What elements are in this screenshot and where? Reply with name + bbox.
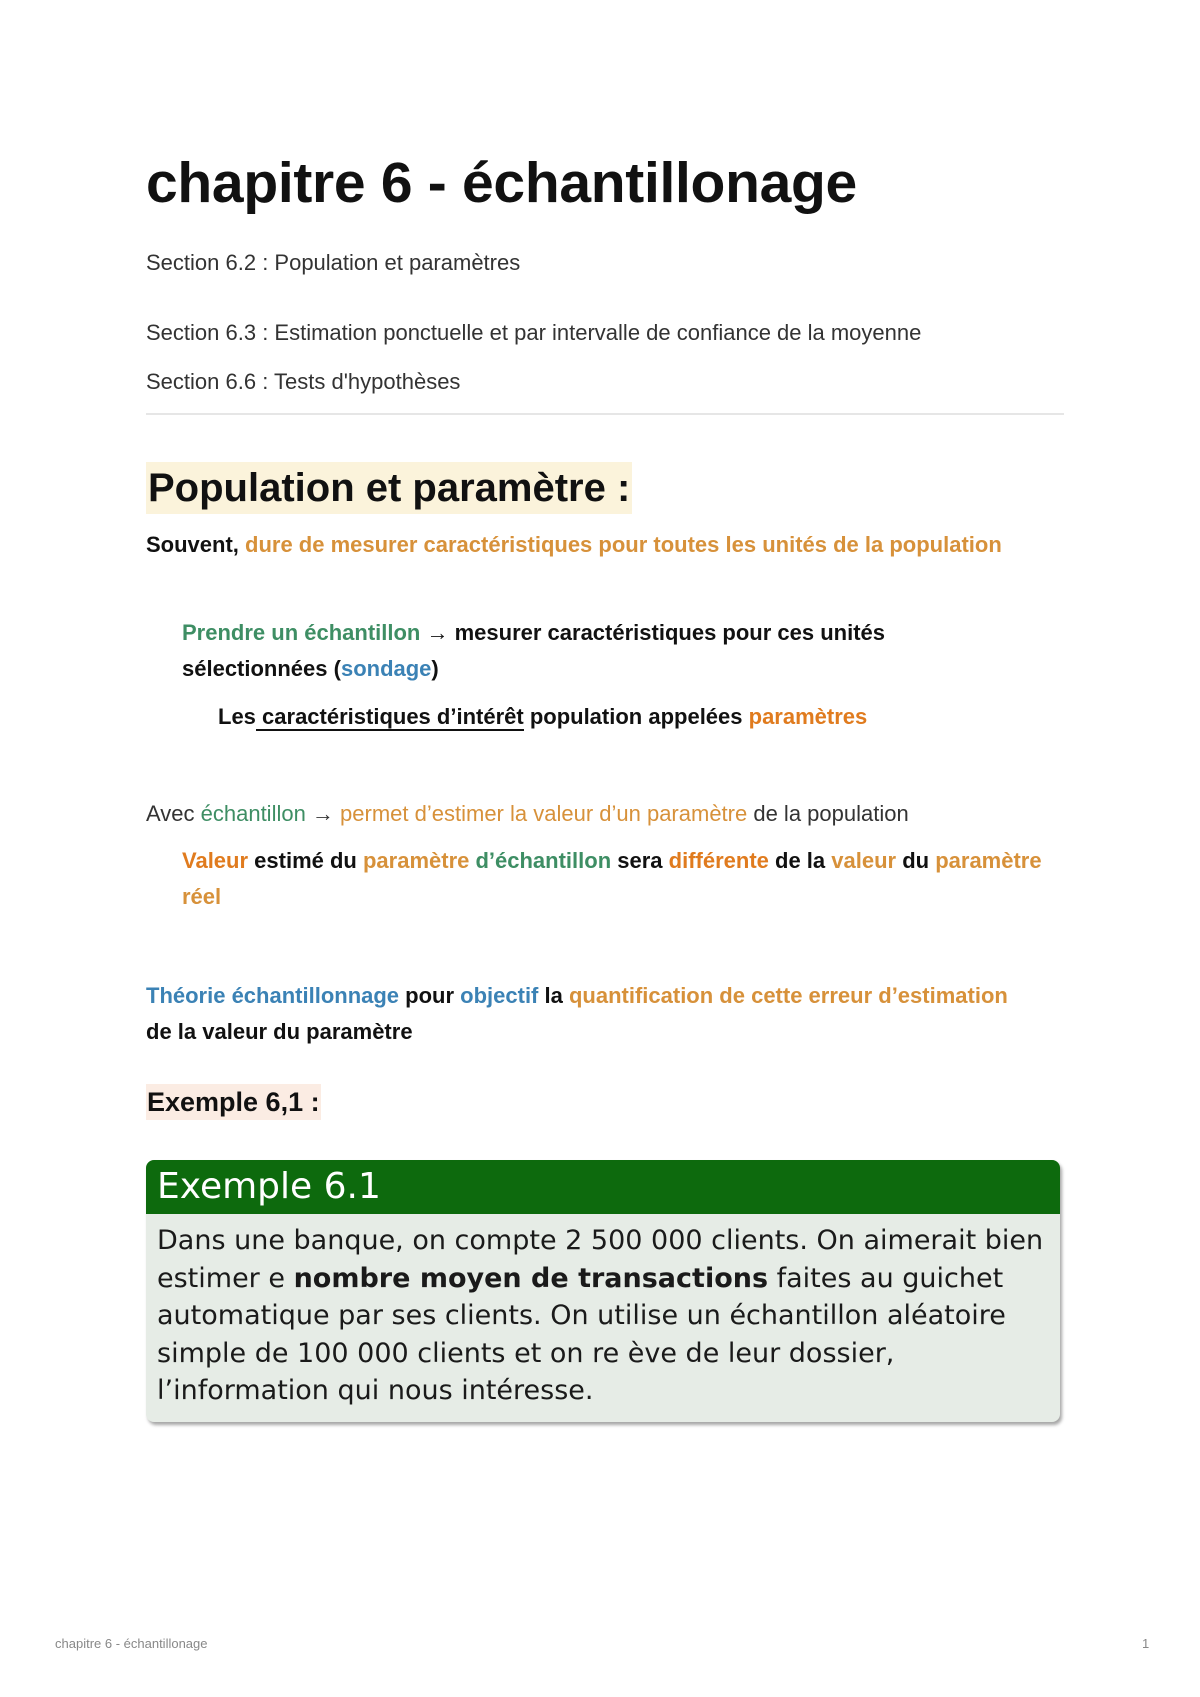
text-valeur: Valeur [182,848,249,873]
text-de-la-population: de la population [747,801,909,826]
paragraph-avec-echantillon [146,796,909,832]
example-heading: Exemple 6,1 : [146,1084,321,1120]
text-arrow: → [305,801,341,826]
text-theorie-echantillonnage: Théorie échantillonnage [146,983,400,1008]
page-number: 1 [1142,1636,1150,1651]
text-sondage: sondage [340,656,432,681]
text-differente: différente [668,848,769,873]
text-de-la-valeur: de la valeur du paramètre [146,1019,413,1044]
text-objectif: objectif [460,983,539,1008]
text-caracteristiques-interet: caractéristiques d’intérêt [255,704,524,729]
example-block [146,1160,1060,1422]
text-du: du [896,848,936,873]
toc-item-6-2: Section 6.2 : Population et paramètres [146,250,521,275]
text-dure-de-mesurer: dure de mesurer caractéristiques pour toutes les unités de la population [245,532,1002,557]
text-de-la: de la [768,848,832,873]
paragraph-theorie [146,978,1026,1050]
example-text-bold: nombre moyen de transactions [293,1262,769,1294]
example-text-a: Dans une banque, on compte 2 500 000 clients. On aimerait bien estimer e [157,1225,1044,1294]
text-souvent: Souvent, [146,532,246,557]
paragraph-prendre-echantillon [182,615,1032,687]
example-text-b: faites au guichet automatique par ses clients. On utilise un échantillon aléatoire simple de 100 000 clients et on re ève de leur dossier, l’information qui nous intéresse. [157,1262,1006,1406]
text-avec: Avec [146,801,201,826]
text-estime-du: estimé du [248,848,363,873]
text-echantillon: échantillon [200,801,306,826]
text-permet-estimer: permet d’estimer la valeur d’un paramètre [340,801,748,826]
text-prendre-echantillon: Prendre un échantillon [182,620,421,645]
text-la: la [538,983,569,1008]
text-parametres: paramètres [748,704,868,729]
text-sera: sera [611,848,669,873]
paragraph-souvent [146,527,1026,563]
horizontal-divider [146,413,1064,415]
text-quantification: quantification de cette erreur d’estimation [568,983,1008,1008]
paragraph-parametres [218,699,867,735]
text-d-echantillon: d’échantillon [469,848,612,873]
text-population-appelees: population appelées [523,704,749,729]
toc-item-6-6: Section 6.6 : Tests d'hypothèses [146,369,461,394]
section-heading: Population et paramètre : [146,462,632,514]
text-les: Les [218,704,256,729]
text-pour: pour [399,983,461,1008]
footer-title: chapitre 6 - échantillonage [55,1636,208,1651]
example-block-title: Exemple 6.1 [146,1160,1060,1214]
toc-item-6-3: Section 6.3 : Estimation ponctuelle et par intervalle de confiance de la moyenne [146,320,922,345]
page-title: chapitre 6 - échantillonage [146,151,857,215]
text-mesurer-caracteristiques: → mesurer caractéristiques pour ces unités sélectionnées ( [182,620,886,681]
text-parametre-reel: paramètre réel [182,848,1042,909]
paragraph-valeur-estime [182,843,1052,915]
text-close-paren: ) [431,656,439,681]
text-valeur-2: valeur [831,848,897,873]
text-parametre: paramètre [362,848,470,873]
example-block-body [146,1214,1060,1410]
